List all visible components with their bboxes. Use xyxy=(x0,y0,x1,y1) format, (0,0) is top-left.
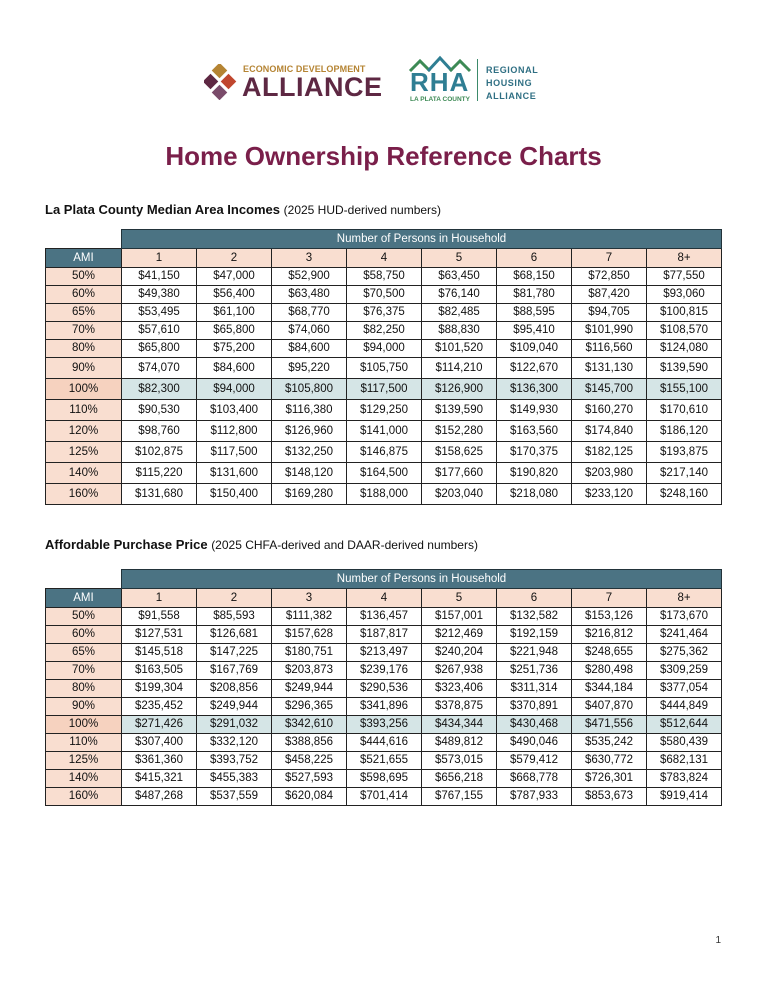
value-cell: $173,670 xyxy=(647,608,722,626)
household-size-header: 6 xyxy=(497,249,572,268)
value-cell: $57,610 xyxy=(122,322,197,340)
value-cell: $105,800 xyxy=(272,379,347,400)
value-cell: $76,140 xyxy=(422,286,497,304)
ami-cell: 110% xyxy=(46,734,122,752)
value-cell: $49,380 xyxy=(122,286,197,304)
value-cell: $75,200 xyxy=(197,340,272,358)
value-cell: $95,410 xyxy=(497,322,572,340)
value-cell: $84,600 xyxy=(272,340,347,358)
value-cell: $668,778 xyxy=(497,770,572,788)
value-cell: $490,046 xyxy=(497,734,572,752)
value-cell: $233,120 xyxy=(572,484,647,505)
value-cell: $74,060 xyxy=(272,322,347,340)
value-cell: $61,100 xyxy=(197,304,272,322)
value-cell: $241,464 xyxy=(647,626,722,644)
value-cell: $170,610 xyxy=(647,400,722,421)
value-cell: $444,849 xyxy=(647,698,722,716)
value-cell: $117,500 xyxy=(197,442,272,463)
table-row xyxy=(46,322,722,340)
value-cell: $307,400 xyxy=(122,734,197,752)
ami-cell: 100% xyxy=(46,716,122,734)
eda-diamond-icon xyxy=(204,64,240,100)
value-cell: $251,736 xyxy=(497,662,572,680)
ami-cell: 160% xyxy=(46,788,122,806)
ami-column-header: AMI xyxy=(46,589,122,608)
value-cell: $342,610 xyxy=(272,716,347,734)
ami-cell: 50% xyxy=(46,608,122,626)
value-cell: $146,875 xyxy=(347,442,422,463)
ami-cell: 60% xyxy=(46,286,122,304)
table-band-row xyxy=(46,230,722,249)
page-title: Home Ownership Reference Charts xyxy=(165,141,602,171)
value-cell: $249,944 xyxy=(272,680,347,698)
value-cell: $103,400 xyxy=(197,400,272,421)
value-cell: $537,559 xyxy=(197,788,272,806)
table-row xyxy=(46,286,722,304)
purchase-section-note: (2025 CHFA-derived and DAAR-derived numbers) xyxy=(211,538,478,552)
ami-cell: 100% xyxy=(46,379,122,400)
value-cell: $487,268 xyxy=(122,788,197,806)
value-cell: $94,000 xyxy=(197,379,272,400)
value-cell: $180,751 xyxy=(272,644,347,662)
household-size-header: 4 xyxy=(347,249,422,268)
value-cell: $112,800 xyxy=(197,421,272,442)
table-row xyxy=(46,421,722,442)
value-cell: $598,695 xyxy=(347,770,422,788)
value-cell: $98,760 xyxy=(122,421,197,442)
value-cell: $157,628 xyxy=(272,626,347,644)
value-cell: $434,344 xyxy=(422,716,497,734)
income-section-heading: La Plata County Median Area Incomes xyxy=(45,202,281,217)
value-cell: $203,040 xyxy=(422,484,497,505)
rha-logo-divider xyxy=(477,59,478,101)
value-cell: $129,250 xyxy=(347,400,422,421)
value-cell: $388,856 xyxy=(272,734,347,752)
value-cell: $361,360 xyxy=(122,752,197,770)
value-cell: $131,680 xyxy=(122,484,197,505)
rha-word-1: REGIONAL xyxy=(486,65,539,75)
ami-cell: 65% xyxy=(46,644,122,662)
value-cell: $177,660 xyxy=(422,463,497,484)
value-cell: $58,750 xyxy=(347,268,422,286)
value-cell: $155,100 xyxy=(647,379,722,400)
value-cell: $65,800 xyxy=(197,322,272,340)
value-cell: $158,625 xyxy=(422,442,497,463)
value-cell: $145,700 xyxy=(572,379,647,400)
value-cell: $656,218 xyxy=(422,770,497,788)
value-cell: $100,815 xyxy=(647,304,722,322)
rha-word-3: ALLIANCE xyxy=(486,91,537,101)
table-row xyxy=(46,626,722,644)
value-cell: $323,406 xyxy=(422,680,497,698)
value-cell: $94,705 xyxy=(572,304,647,322)
value-cell: $63,480 xyxy=(272,286,347,304)
value-cell: $370,891 xyxy=(497,698,572,716)
table-row xyxy=(46,770,722,788)
value-cell: $70,500 xyxy=(347,286,422,304)
purchase-section-title xyxy=(45,537,478,552)
value-cell: $153,126 xyxy=(572,608,647,626)
value-cell: $221,948 xyxy=(497,644,572,662)
value-cell: $88,595 xyxy=(497,304,572,322)
value-cell: $199,304 xyxy=(122,680,197,698)
value-cell: $126,900 xyxy=(422,379,497,400)
table-row xyxy=(46,304,722,322)
value-cell: $136,300 xyxy=(497,379,572,400)
value-cell: $701,414 xyxy=(347,788,422,806)
ami-cell: 70% xyxy=(46,662,122,680)
value-cell: $240,204 xyxy=(422,644,497,662)
table-header-row xyxy=(46,249,722,268)
table-row xyxy=(46,680,722,698)
value-cell: $52,900 xyxy=(272,268,347,286)
value-cell: $407,870 xyxy=(572,698,647,716)
table-row xyxy=(46,788,722,806)
value-cell: $249,944 xyxy=(197,698,272,716)
purchase-table xyxy=(45,569,722,806)
ami-cell: 140% xyxy=(46,463,122,484)
table-row xyxy=(46,379,722,400)
value-cell: $163,505 xyxy=(122,662,197,680)
value-cell: $84,600 xyxy=(197,358,272,379)
rha-word-2: HOUSING xyxy=(486,78,533,88)
value-cell: $160,270 xyxy=(572,400,647,421)
value-cell: $248,160 xyxy=(647,484,722,505)
value-cell: $311,314 xyxy=(497,680,572,698)
value-cell: $164,500 xyxy=(347,463,422,484)
ami-cell: 80% xyxy=(46,340,122,358)
page-number: 1 xyxy=(715,935,721,946)
table-row xyxy=(46,400,722,421)
table-row xyxy=(46,608,722,626)
ami-cell: 60% xyxy=(46,626,122,644)
ami-cell: 120% xyxy=(46,421,122,442)
ami-cell: 90% xyxy=(46,358,122,379)
value-cell: $141,000 xyxy=(347,421,422,442)
eda-logo-line1: ECONOMIC DEVELOPMENT xyxy=(243,64,366,74)
value-cell: $77,550 xyxy=(647,268,722,286)
value-cell: $267,938 xyxy=(422,662,497,680)
value-cell: $630,772 xyxy=(572,752,647,770)
value-cell: $535,242 xyxy=(572,734,647,752)
table-row xyxy=(46,463,722,484)
table-row xyxy=(46,442,722,463)
value-cell: $471,556 xyxy=(572,716,647,734)
value-cell: $47,000 xyxy=(197,268,272,286)
value-cell: $235,452 xyxy=(122,698,197,716)
value-cell: $527,593 xyxy=(272,770,347,788)
value-cell: $101,990 xyxy=(572,322,647,340)
value-cell: $212,469 xyxy=(422,626,497,644)
value-cell: $76,375 xyxy=(347,304,422,322)
value-cell: $393,752 xyxy=(197,752,272,770)
value-cell: $74,070 xyxy=(122,358,197,379)
household-size-header: 2 xyxy=(197,589,272,608)
value-cell: $167,769 xyxy=(197,662,272,680)
value-cell: $213,497 xyxy=(347,644,422,662)
value-cell: $82,250 xyxy=(347,322,422,340)
value-cell: $111,382 xyxy=(272,608,347,626)
value-cell: $182,125 xyxy=(572,442,647,463)
value-cell: $377,054 xyxy=(647,680,722,698)
value-cell: $573,015 xyxy=(422,752,497,770)
value-cell: $444,616 xyxy=(347,734,422,752)
value-cell: $145,518 xyxy=(122,644,197,662)
household-size-header: 1 xyxy=(122,249,197,268)
value-cell: $126,960 xyxy=(272,421,347,442)
value-cell: $489,812 xyxy=(422,734,497,752)
value-cell: $126,681 xyxy=(197,626,272,644)
table-row xyxy=(46,734,722,752)
value-cell: $147,225 xyxy=(197,644,272,662)
value-cell: $275,362 xyxy=(647,644,722,662)
eda-logo-line2: ALLIANCE xyxy=(242,72,383,102)
income-section-note: (2025 HUD-derived numbers) xyxy=(283,203,442,217)
household-size-header: 3 xyxy=(272,249,347,268)
ami-column-header: AMI xyxy=(46,249,122,268)
value-cell: $521,655 xyxy=(347,752,422,770)
table-row xyxy=(46,484,722,505)
value-cell: $108,570 xyxy=(647,322,722,340)
value-cell: $131,600 xyxy=(197,463,272,484)
value-cell: $68,150 xyxy=(497,268,572,286)
ami-cell: 80% xyxy=(46,680,122,698)
ami-cell: 125% xyxy=(46,752,122,770)
value-cell: $174,840 xyxy=(572,421,647,442)
value-cell: $280,498 xyxy=(572,662,647,680)
rha-logo-subtitle: LA PLATA COUNTY xyxy=(410,96,470,103)
value-cell: $430,468 xyxy=(497,716,572,734)
household-size-header: 4 xyxy=(347,589,422,608)
value-cell: $190,820 xyxy=(497,463,572,484)
value-cell: $726,301 xyxy=(572,770,647,788)
household-size-header: 8+ xyxy=(647,589,722,608)
value-cell: $117,500 xyxy=(347,379,422,400)
household-size-header: 7 xyxy=(572,249,647,268)
value-cell: $95,220 xyxy=(272,358,347,379)
household-size-band: Number of Persons in Household xyxy=(122,230,722,249)
value-cell: $149,930 xyxy=(497,400,572,421)
household-size-header: 8+ xyxy=(647,249,722,268)
value-cell: $63,450 xyxy=(422,268,497,286)
value-cell: $150,400 xyxy=(197,484,272,505)
household-size-header: 2 xyxy=(197,249,272,268)
value-cell: $919,414 xyxy=(647,788,722,806)
value-cell: $88,830 xyxy=(422,322,497,340)
household-size-header: 5 xyxy=(422,589,497,608)
value-cell: $218,080 xyxy=(497,484,572,505)
value-cell: $152,280 xyxy=(422,421,497,442)
value-cell: $579,412 xyxy=(497,752,572,770)
value-cell: $157,001 xyxy=(422,608,497,626)
table-row xyxy=(46,644,722,662)
value-cell: $216,812 xyxy=(572,626,647,644)
value-cell: $186,120 xyxy=(647,421,722,442)
value-cell: $87,420 xyxy=(572,286,647,304)
value-cell: $192,159 xyxy=(497,626,572,644)
value-cell: $309,259 xyxy=(647,662,722,680)
household-size-band: Number of Persons in Household xyxy=(122,570,722,589)
value-cell: $203,980 xyxy=(572,463,647,484)
value-cell: $105,750 xyxy=(347,358,422,379)
value-cell: $193,875 xyxy=(647,442,722,463)
value-cell: $122,670 xyxy=(497,358,572,379)
value-cell: $65,800 xyxy=(122,340,197,358)
value-cell: $68,770 xyxy=(272,304,347,322)
household-size-header: 7 xyxy=(572,589,647,608)
value-cell: $139,590 xyxy=(422,400,497,421)
value-cell: $109,040 xyxy=(497,340,572,358)
value-cell: $116,380 xyxy=(272,400,347,421)
value-cell: $170,375 xyxy=(497,442,572,463)
rha-logo xyxy=(408,55,548,107)
value-cell: $296,365 xyxy=(272,698,347,716)
value-cell: $53,495 xyxy=(122,304,197,322)
value-cell: $127,531 xyxy=(122,626,197,644)
value-cell: $415,321 xyxy=(122,770,197,788)
value-cell: $682,131 xyxy=(647,752,722,770)
value-cell: $341,896 xyxy=(347,698,422,716)
value-cell: $93,060 xyxy=(647,286,722,304)
value-cell: $344,184 xyxy=(572,680,647,698)
purchase-section-heading: Affordable Purchase Price xyxy=(45,537,208,552)
ami-cell: 140% xyxy=(46,770,122,788)
value-cell: $85,593 xyxy=(197,608,272,626)
value-cell: $82,485 xyxy=(422,304,497,322)
value-cell: $41,150 xyxy=(122,268,197,286)
table-row xyxy=(46,716,722,734)
ami-cell: 65% xyxy=(46,304,122,322)
value-cell: $81,780 xyxy=(497,286,572,304)
value-cell: $163,560 xyxy=(497,421,572,442)
value-cell: $239,176 xyxy=(347,662,422,680)
value-cell: $124,080 xyxy=(647,340,722,358)
value-cell: $131,130 xyxy=(572,358,647,379)
value-cell: $169,280 xyxy=(272,484,347,505)
ami-cell: 90% xyxy=(46,698,122,716)
value-cell: $203,873 xyxy=(272,662,347,680)
ami-cell: 110% xyxy=(46,400,122,421)
value-cell: $116,560 xyxy=(572,340,647,358)
value-cell: $102,875 xyxy=(122,442,197,463)
value-cell: $90,530 xyxy=(122,400,197,421)
value-cell: $72,850 xyxy=(572,268,647,286)
value-cell: $136,457 xyxy=(347,608,422,626)
value-cell: $291,032 xyxy=(197,716,272,734)
value-cell: $91,558 xyxy=(122,608,197,626)
value-cell: $188,000 xyxy=(347,484,422,505)
value-cell: $458,225 xyxy=(272,752,347,770)
value-cell: $132,582 xyxy=(497,608,572,626)
table-row xyxy=(46,752,722,770)
household-size-header: 6 xyxy=(497,589,572,608)
value-cell: $101,520 xyxy=(422,340,497,358)
value-cell: $580,439 xyxy=(647,734,722,752)
rha-logo-words xyxy=(486,64,538,103)
value-cell: $187,817 xyxy=(347,626,422,644)
table-row xyxy=(46,358,722,379)
table-row xyxy=(46,698,722,716)
value-cell: $783,824 xyxy=(647,770,722,788)
value-cell: $248,655 xyxy=(572,644,647,662)
value-cell: $853,673 xyxy=(572,788,647,806)
household-size-header: 1 xyxy=(122,589,197,608)
value-cell: $115,220 xyxy=(122,463,197,484)
table-row xyxy=(46,340,722,358)
empty-corner-cell xyxy=(46,230,122,249)
household-size-header: 3 xyxy=(272,589,347,608)
table-band-row xyxy=(46,570,722,589)
value-cell: $132,250 xyxy=(272,442,347,463)
empty-corner-cell xyxy=(46,570,122,589)
table-header-row xyxy=(46,589,722,608)
ami-cell: 160% xyxy=(46,484,122,505)
table-row xyxy=(46,268,722,286)
table-row xyxy=(46,662,722,680)
value-cell: $512,644 xyxy=(647,716,722,734)
value-cell: $455,383 xyxy=(197,770,272,788)
ami-cell: 50% xyxy=(46,268,122,286)
value-cell: $82,300 xyxy=(122,379,197,400)
value-cell: $378,875 xyxy=(422,698,497,716)
value-cell: $114,210 xyxy=(422,358,497,379)
income-section-title xyxy=(45,202,441,217)
value-cell: $148,120 xyxy=(272,463,347,484)
ami-cell: 70% xyxy=(46,322,122,340)
rha-logo-letters: RHA xyxy=(410,67,470,97)
value-cell: $787,933 xyxy=(497,788,572,806)
value-cell: $271,426 xyxy=(122,716,197,734)
eda-logo xyxy=(204,62,383,102)
income-table xyxy=(45,229,722,505)
value-cell: $767,155 xyxy=(422,788,497,806)
value-cell: $208,856 xyxy=(197,680,272,698)
value-cell: $393,256 xyxy=(347,716,422,734)
value-cell: $94,000 xyxy=(347,340,422,358)
household-size-header: 5 xyxy=(422,249,497,268)
value-cell: $332,120 xyxy=(197,734,272,752)
ami-cell: 125% xyxy=(46,442,122,463)
value-cell: $217,140 xyxy=(647,463,722,484)
value-cell: $620,084 xyxy=(272,788,347,806)
value-cell: $139,590 xyxy=(647,358,722,379)
value-cell: $56,400 xyxy=(197,286,272,304)
value-cell: $290,536 xyxy=(347,680,422,698)
